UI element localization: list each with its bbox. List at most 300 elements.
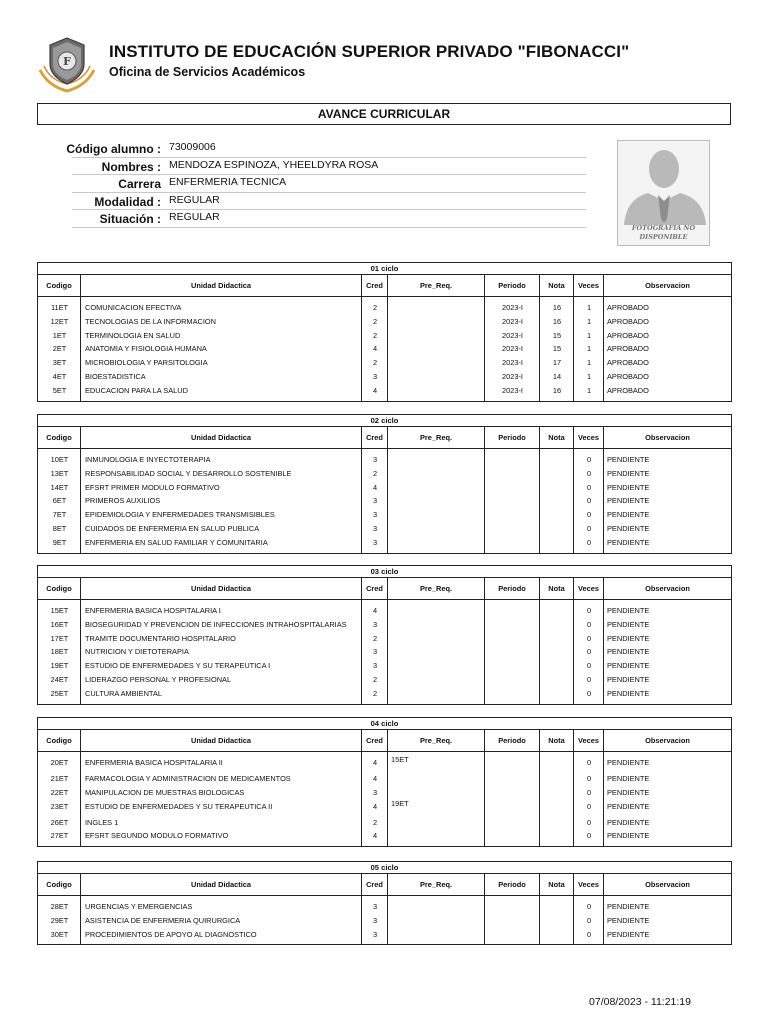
- course-period: [485, 493, 540, 507]
- course-code: 30ET: [50, 929, 69, 939]
- student-name-label: Nombres :: [101, 159, 161, 174]
- cycle-title: 05 ciclo: [38, 862, 731, 874]
- course-grade: [540, 913, 574, 927]
- course-grade: [540, 927, 574, 941]
- course-name: COMUNICACION EFECTIVA: [85, 303, 182, 312]
- course-times: 0: [586, 619, 592, 629]
- course-period: [485, 535, 540, 549]
- course-period: [485, 672, 540, 686]
- course-period: [485, 799, 540, 815]
- course-observation: PENDIENTE: [607, 496, 650, 506]
- course-prereq: [388, 644, 485, 658]
- course-times: 0: [586, 915, 592, 925]
- table-row: [38, 383, 731, 397]
- table-row: [38, 899, 731, 913]
- course-prereq: [388, 913, 485, 927]
- course-name: INMUNOLOGIA E INYECTOTERAPIA: [85, 455, 211, 464]
- course-name: BIOSEGURIDAD Y PREVENCION DE INFECCIONES INTRAHOSPITALARIAS: [85, 619, 347, 629]
- student-photo-placeholder: [617, 140, 710, 246]
- course-name: MICROBIOLOGIA Y PARSITOLOGIA: [85, 358, 208, 368]
- course-period: 2023-I: [502, 303, 523, 312]
- document-title: AVANCE CURRICULAR: [37, 103, 731, 125]
- course-grade: [540, 535, 574, 549]
- course-credits: 3: [372, 929, 378, 939]
- course-period: [485, 452, 540, 466]
- course-observation: PENDIENTE: [607, 661, 650, 671]
- course-prereq: [388, 785, 485, 799]
- course-grade: 17: [552, 358, 562, 368]
- table-row: [38, 314, 731, 328]
- course-credits: 3: [372, 371, 378, 381]
- credits-header: Cred: [362, 275, 388, 296]
- course-name: PRIMEROS AUXILIOS: [85, 496, 161, 506]
- cycle-table: [37, 414, 732, 554]
- course-code: 22ET: [50, 787, 69, 797]
- table-row: [38, 466, 731, 480]
- course-code: 24ET: [50, 674, 69, 684]
- course-prereq: [388, 314, 485, 328]
- course-prereq: [388, 369, 485, 383]
- course-name: ESTUDIO DE ENFERMEDADES Y SU TERAPEUTICA I: [85, 661, 271, 671]
- table-body: [38, 896, 731, 944]
- course-credits: 4: [372, 606, 378, 615]
- modality-label: Modalidad :: [94, 194, 161, 209]
- modality-value: REGULAR: [169, 193, 220, 206]
- course-grade: 16: [552, 303, 562, 312]
- course-name: TRAMITE DOCUMENTARIO HOSPITALARIO: [85, 633, 236, 643]
- course-grade: [540, 755, 574, 771]
- prereq-header: Pre_Req.: [388, 730, 485, 751]
- course-prereq: [388, 686, 485, 700]
- course-name: ESTUDIO DE ENFERMEDADES Y SU TERAPEUTICA II: [85, 801, 273, 811]
- course-name: TERMINOLOGIA EN SALUD: [85, 330, 181, 340]
- course-credits: 2: [372, 817, 378, 827]
- course-prereq: [388, 480, 485, 494]
- table-row: [38, 603, 731, 617]
- course-times: 0: [586, 468, 592, 478]
- course-period: [485, 686, 540, 700]
- course-prereq: [388, 603, 485, 617]
- course-grade: [540, 603, 574, 617]
- course-observation: APROBADO: [607, 316, 649, 326]
- course-grade: [540, 493, 574, 507]
- table-row: [38, 480, 731, 494]
- course-grade: [540, 672, 574, 686]
- times-header: Veces: [574, 275, 604, 296]
- table-row: [38, 535, 731, 549]
- table-row: [38, 617, 731, 631]
- course-grade: 16: [552, 385, 562, 395]
- table-row: [38, 815, 731, 829]
- course-times: 1: [586, 330, 592, 340]
- course-grade: [540, 466, 574, 480]
- course-name: ENFERMERIA BASICA HOSPITALARIA I: [85, 606, 221, 615]
- course-code: 5ET: [52, 385, 67, 395]
- course-period: [485, 480, 540, 494]
- course-grade: [540, 631, 574, 645]
- table-row: [38, 493, 731, 507]
- course-prereq: [388, 493, 485, 507]
- cycle-table: [37, 861, 732, 945]
- unit-header: Unidad Didactica: [81, 427, 362, 448]
- period-header: Periodo: [485, 275, 540, 296]
- course-code: 7ET: [52, 510, 67, 520]
- course-grade: [540, 480, 574, 494]
- course-prereq: [388, 771, 485, 785]
- course-name: URGENCIAS Y EMERGENCIAS: [85, 902, 193, 911]
- course-grade: [540, 617, 574, 631]
- course-period: [485, 617, 540, 631]
- course-period: 2023-I: [502, 330, 523, 340]
- course-credits: 3: [372, 647, 378, 657]
- course-grade: [540, 521, 574, 535]
- course-credits: 4: [372, 758, 378, 767]
- grade-header: Nota: [540, 578, 574, 599]
- course-period: 2023-I: [502, 358, 523, 368]
- course-times: 0: [586, 929, 592, 939]
- course-credits: 4: [372, 831, 378, 841]
- course-code: 2ET: [52, 344, 67, 354]
- course-name: EPIDEMIOLOGIA Y ENFERMEDADES TRANSMISIBLES: [85, 510, 275, 520]
- course-prereq: [388, 328, 485, 342]
- table-row: [38, 521, 731, 535]
- table-header: [38, 874, 731, 896]
- cycle-title: 03 ciclo: [38, 566, 731, 578]
- grade-header: Nota: [540, 730, 574, 751]
- table-row: [38, 658, 731, 672]
- svg-text:F: F: [63, 55, 71, 68]
- course-period: [485, 521, 540, 535]
- course-observation: APROBADO: [607, 371, 649, 381]
- course-credits: 4: [372, 482, 378, 492]
- course-times: 0: [586, 831, 592, 841]
- course-grade: 15: [552, 330, 562, 340]
- table-body: [38, 752, 731, 846]
- table-row: [38, 369, 731, 383]
- course-code: 14ET: [50, 482, 69, 492]
- course-observation: PENDIENTE: [607, 523, 650, 533]
- status-value: REGULAR: [169, 211, 220, 223]
- table-row: [38, 507, 731, 521]
- course-name: NUTRICION Y DIETOTERAPIA: [85, 647, 189, 657]
- observation-header: Observacion: [645, 736, 690, 745]
- course-credits: 2: [372, 688, 378, 698]
- course-times: 0: [586, 661, 592, 671]
- course-prereq: [388, 815, 485, 829]
- course-credits: 4: [372, 344, 378, 354]
- prereq-header: Pre_Req.: [388, 275, 485, 296]
- table-row: [38, 799, 731, 815]
- course-prereq: [388, 507, 485, 521]
- course-observation: APROBADO: [607, 330, 649, 340]
- course-observation: PENDIENTE: [607, 787, 650, 797]
- course-name: RESPONSABILIDAD SOCIAL Y DESARROLLO SOSTENIBLE: [85, 468, 292, 478]
- course-period: [485, 603, 540, 617]
- course-period: 2023-I: [502, 316, 523, 326]
- course-times: 0: [586, 633, 592, 643]
- course-observation: PENDIENTE: [607, 619, 650, 629]
- cycle-title: 01 ciclo: [38, 263, 731, 275]
- course-period: 2023-I: [502, 344, 523, 354]
- course-observation: PENDIENTE: [607, 647, 650, 657]
- course-name: MANIPULACION DE MUESTRAS BIOLOGICAS: [85, 787, 245, 797]
- course-times: 0: [586, 537, 592, 547]
- cycle-title: 02 ciclo: [38, 415, 731, 427]
- course-credits: 3: [372, 510, 378, 520]
- career-row: [72, 175, 586, 193]
- status-label: Situación :: [99, 212, 161, 226]
- course-observation: PENDIENTE: [607, 688, 650, 698]
- observation-header: Observacion: [645, 433, 690, 442]
- course-observation: PENDIENTE: [607, 902, 650, 911]
- course-observation: PENDIENTE: [607, 455, 650, 464]
- course-period: [485, 755, 540, 771]
- course-code: 16ET: [50, 619, 69, 629]
- course-name: ENFERMERIA BASICA HOSPITALARIA II: [85, 758, 223, 767]
- course-times: 0: [586, 647, 592, 657]
- table-row: [38, 913, 731, 927]
- cycle-title: 04 ciclo: [38, 718, 731, 730]
- course-code: 28ET: [50, 902, 69, 911]
- code-header: Codigo: [38, 427, 81, 448]
- credits-header: Cred: [362, 730, 388, 751]
- course-code: 3ET: [52, 358, 67, 368]
- course-observation: PENDIENTE: [607, 633, 650, 643]
- prereq-header: Pre_Req.: [388, 427, 485, 448]
- course-prereq: [388, 300, 485, 314]
- course-code: 6ET: [52, 496, 67, 506]
- course-period: [485, 507, 540, 521]
- student-code-row: [66, 140, 586, 158]
- course-name: FARMACOLOGIA Y ADMINISTRACION DE MEDICAMENTOS: [85, 774, 291, 783]
- course-prereq: [388, 672, 485, 686]
- course-name: EFSRT PRIMER MODULO FORMATIVO: [85, 482, 220, 492]
- course-code: 13ET: [50, 468, 69, 478]
- course-times: 0: [586, 801, 592, 811]
- course-prereq: 19ET: [391, 798, 409, 808]
- course-times: 0: [586, 606, 592, 615]
- course-period: [485, 913, 540, 927]
- course-period: 2023-I: [502, 371, 523, 381]
- course-credits: 3: [372, 619, 378, 629]
- table-row: [38, 927, 731, 941]
- course-prereq: [388, 521, 485, 535]
- course-observation: APROBADO: [607, 303, 649, 312]
- period-header: Periodo: [485, 874, 540, 895]
- course-period: [485, 631, 540, 645]
- course-times: 0: [586, 688, 592, 698]
- course-name: BIOESTADISTICA: [85, 371, 146, 381]
- course-name: EFSRT SEGUNDO MODULO FORMATIVO: [85, 831, 229, 841]
- course-credits: 2: [372, 633, 378, 643]
- cycle-table: [37, 262, 732, 402]
- course-observation: PENDIENTE: [607, 774, 650, 783]
- student-info: [66, 140, 586, 228]
- course-credits: 3: [372, 455, 378, 464]
- course-credits: 2: [372, 303, 378, 312]
- print-timestamp: 07/08/2023 - 11:21:19: [589, 996, 691, 1008]
- course-credits: 3: [372, 523, 378, 533]
- table-row: [38, 755, 731, 771]
- student-code-value: 73009006: [169, 141, 216, 153]
- course-name: ASISTENCIA DE ENFERMERIA QUIRURGICA: [85, 915, 241, 925]
- code-header: Codigo: [38, 730, 81, 751]
- course-name: ANATOMIA Y FISIOLOGIA HUMANA: [85, 344, 207, 354]
- course-code: 4ET: [52, 371, 67, 381]
- table-header: [38, 730, 731, 752]
- course-times: 0: [586, 787, 592, 797]
- course-name: CUIDADOS DE ENFERMERIA EN SALUD PUBLICA: [85, 523, 260, 533]
- course-credits: 4: [372, 385, 378, 395]
- course-name: ENFERMERIA EN SALUD FAMILIAR Y COMUNITARIA: [85, 537, 268, 547]
- table-row: [38, 644, 731, 658]
- observation-header: Observacion: [645, 281, 690, 290]
- course-observation: PENDIENTE: [607, 606, 650, 615]
- course-observation: PENDIENTE: [607, 929, 650, 939]
- table-row: [38, 771, 731, 785]
- course-grade: 14: [552, 371, 562, 381]
- course-prereq: [388, 466, 485, 480]
- course-code: 9ET: [52, 537, 67, 547]
- times-header: Veces: [574, 427, 604, 448]
- table-row: [38, 828, 731, 842]
- cycle-table: [37, 565, 732, 705]
- unit-header: Unidad Didactica: [81, 874, 362, 895]
- course-observation: PENDIENTE: [607, 758, 650, 767]
- times-header: Veces: [574, 578, 604, 599]
- course-code: 17ET: [50, 633, 69, 643]
- course-times: 1: [586, 316, 592, 326]
- course-observation: PENDIENTE: [607, 817, 650, 827]
- table-body: [38, 600, 731, 704]
- course-period: [485, 828, 540, 842]
- course-code: 18ET: [50, 647, 69, 657]
- table-row: [38, 355, 731, 369]
- course-credits: 2: [372, 674, 378, 684]
- course-period: [485, 658, 540, 672]
- student-name-row: [72, 158, 586, 176]
- credits-header: Cred: [362, 578, 388, 599]
- course-observation: PENDIENTE: [607, 482, 650, 492]
- course-prereq: [388, 927, 485, 941]
- course-code: 29ET: [50, 915, 69, 925]
- course-code: 19ET: [50, 661, 69, 671]
- credits-header: Cred: [362, 874, 388, 895]
- course-prereq: [388, 341, 485, 355]
- table-row: [38, 341, 731, 355]
- course-observation: PENDIENTE: [607, 537, 650, 547]
- office-name: Oficina de Servicios Académicos: [109, 65, 306, 79]
- observation-header: Observacion: [645, 584, 690, 593]
- course-prereq: 15ET: [391, 755, 409, 764]
- grade-header: Nota: [540, 275, 574, 296]
- table-row: [38, 785, 731, 799]
- institute-name: INSTITUTO DE EDUCACIÓN SUPERIOR PRIVADO "FIBONACCI": [109, 42, 630, 61]
- course-prereq: [388, 658, 485, 672]
- modality-row: [72, 193, 586, 211]
- course-grade: [540, 507, 574, 521]
- table-body: [38, 297, 731, 401]
- course-grade: [540, 785, 574, 799]
- times-header: Veces: [574, 874, 604, 895]
- course-credits: 2: [372, 316, 378, 326]
- course-prereq: [388, 617, 485, 631]
- course-grade: 16: [552, 316, 562, 326]
- code-header: Codigo: [38, 275, 81, 296]
- cycle-table: [37, 717, 732, 847]
- course-code: 27ET: [50, 831, 69, 841]
- grade-header: Nota: [540, 874, 574, 895]
- course-times: 1: [586, 358, 592, 368]
- course-period: [485, 644, 540, 658]
- course-grade: [540, 452, 574, 466]
- course-period: [485, 815, 540, 829]
- table-body: [38, 449, 731, 553]
- prereq-header: Pre_Req.: [388, 578, 485, 599]
- course-name: LIDERAZGO PERSONAL Y PROFESIONAL: [85, 674, 232, 684]
- course-credits: 3: [372, 915, 378, 925]
- course-credits: 2: [372, 358, 378, 368]
- table-row: [38, 300, 731, 314]
- course-grade: [540, 828, 574, 842]
- table-row: [38, 452, 731, 466]
- course-grade: [540, 771, 574, 785]
- table-row: [38, 686, 731, 700]
- course-credits: 3: [372, 902, 378, 911]
- period-header: Periodo: [485, 578, 540, 599]
- course-observation: PENDIENTE: [607, 468, 650, 478]
- table-row: [38, 631, 731, 645]
- table-header: [38, 578, 731, 600]
- course-grade: [540, 815, 574, 829]
- course-period: [485, 785, 540, 799]
- course-grade: [540, 658, 574, 672]
- course-times: 0: [586, 902, 592, 911]
- course-credits: 4: [372, 801, 378, 811]
- course-credits: 3: [372, 787, 378, 797]
- course-observation: PENDIENTE: [607, 915, 650, 925]
- course-code: 8ET: [52, 523, 67, 533]
- course-name: INGLES 1: [85, 817, 119, 827]
- institute-logo: [36, 36, 98, 94]
- course-code: 26ET: [50, 817, 69, 827]
- course-grade: [540, 686, 574, 700]
- course-times: 0: [586, 758, 592, 767]
- course-code: 20ET: [50, 758, 69, 767]
- course-observation: PENDIENTE: [607, 674, 650, 684]
- unit-header: Unidad Didactica: [81, 275, 362, 296]
- career-value: ENFERMERIA TECNICA: [169, 176, 287, 188]
- course-credits: 4: [372, 774, 378, 783]
- photo-caption: FOTOGRAFIA NO DISPONIBLE: [631, 224, 696, 241]
- status-row: [72, 210, 586, 228]
- person-silhouette-icon: [618, 141, 710, 231]
- course-period: [485, 927, 540, 941]
- course-name: CULTURA AMBIENTAL: [85, 688, 162, 698]
- observation-header: Observacion: [645, 880, 690, 889]
- unit-header: Unidad Didactica: [81, 730, 362, 751]
- grade-header: Nota: [540, 427, 574, 448]
- course-observation: APROBADO: [607, 344, 649, 354]
- course-grade: [540, 644, 574, 658]
- course-code: 21ET: [50, 774, 69, 783]
- course-code: 12ET: [50, 316, 69, 326]
- table-header: [38, 275, 731, 297]
- course-times: 1: [586, 371, 592, 381]
- student-name-value: MENDOZA ESPINOZA, YHEELDYRA ROSA: [169, 158, 379, 171]
- course-name: TECNOLOGIAS DE LA INFORMACION: [85, 316, 216, 326]
- course-credits: 3: [372, 537, 378, 547]
